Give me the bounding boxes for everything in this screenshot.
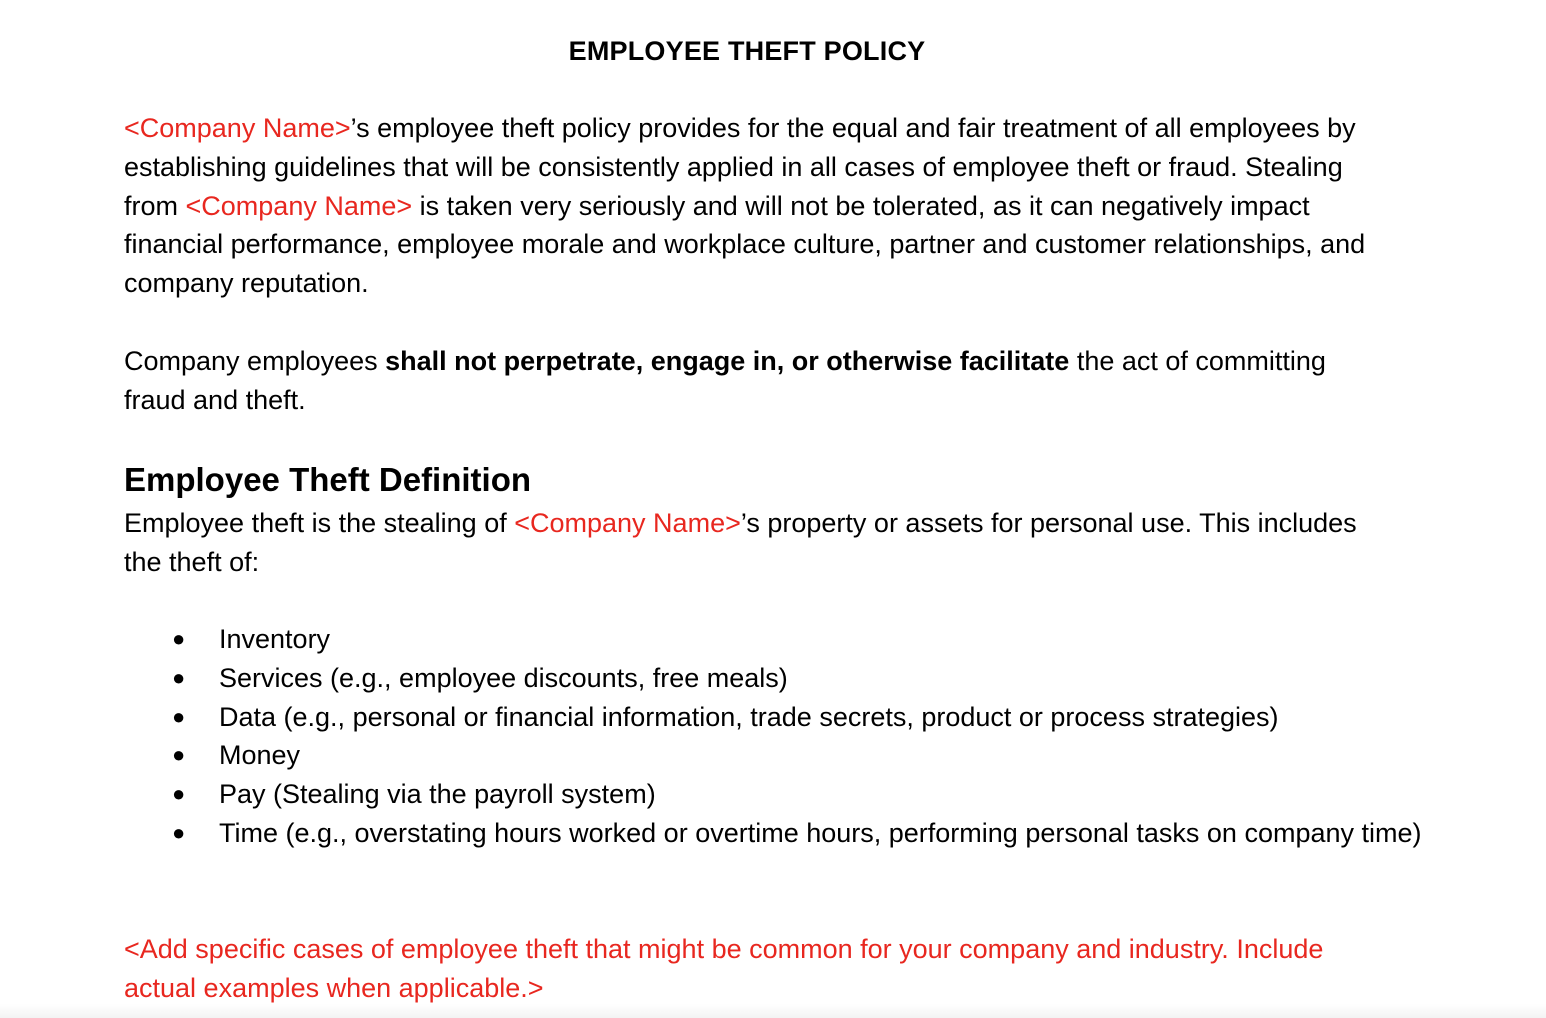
rule-text-2: the act of committing fraud and theft. bbox=[124, 346, 1326, 415]
list-item bbox=[124, 659, 1424, 698]
bullet-icon: ● bbox=[172, 703, 186, 729]
rule-text-1: Company employees bbox=[124, 346, 386, 376]
company-name-placeholder: <Company Name> bbox=[185, 190, 413, 221]
list-item-text: Money bbox=[219, 740, 301, 771]
list-item bbox=[124, 814, 1424, 853]
definition-text-1: Employee theft is the stealing of bbox=[124, 508, 515, 538]
bullet-icon: ● bbox=[172, 781, 186, 807]
list-item bbox=[124, 736, 1424, 775]
list-item-text: Time (e.g., overstating hours worked or overtime hours, performing personal tasks on company time) bbox=[219, 817, 1422, 848]
definition-text-2: ’s property or assets for personal use. This includes the theft of: bbox=[124, 508, 1357, 577]
intro-text-1: ’s employee theft policy provides for the equal and fair treatment of all employees by establishing guidelines that will be consistently applied in all cases of employee theft or fraud. Stealing from bbox=[124, 113, 1356, 221]
bullet-icon: ● bbox=[172, 664, 186, 690]
rule-bold-text: shall not perpetrate, engage in, or otherwise facilitate bbox=[385, 346, 1070, 376]
list-item bbox=[124, 620, 1424, 659]
theft-types-list bbox=[124, 620, 1424, 853]
definition-paragraph bbox=[124, 504, 1384, 582]
list-item-text: Inventory bbox=[219, 624, 331, 654]
list-item-text: Pay (Stealing via the payroll system) bbox=[219, 779, 656, 810]
closing-placeholder-paragraph: <Add specific cases of employee theft that might be common for your company and industry. Include actual examples when applicable.> bbox=[124, 934, 1324, 1003]
list-item bbox=[124, 775, 1424, 814]
bullet-icon: ● bbox=[172, 819, 186, 845]
document-title: EMPLOYEE THEFT POLICY bbox=[568, 36, 926, 66]
company-name-placeholder: <Company Name> bbox=[124, 113, 351, 143]
page-bottom-edge bbox=[0, 1004, 1546, 1018]
company-name-placeholder: <Company Name> bbox=[514, 508, 741, 538]
section-heading: Employee Theft Definition bbox=[124, 461, 532, 498]
rule-paragraph bbox=[124, 342, 1384, 420]
bullet-icon: ● bbox=[172, 742, 186, 768]
list-item bbox=[124, 698, 1424, 737]
bullet-icon: ● bbox=[172, 626, 186, 651]
intro-text-2: is taken very seriously and will not be tolerated, as it can negatively impact financial performance, employee morale and workplace culture, partner and customer relationships, and company reputation. bbox=[124, 190, 1366, 299]
intro-paragraph bbox=[124, 109, 1384, 303]
list-item-text: Data (e.g., personal or financial information, trade secrets, product or process strategies) bbox=[219, 701, 1279, 732]
list-item-text: Services (e.g., employee discounts, free meals) bbox=[219, 662, 788, 693]
